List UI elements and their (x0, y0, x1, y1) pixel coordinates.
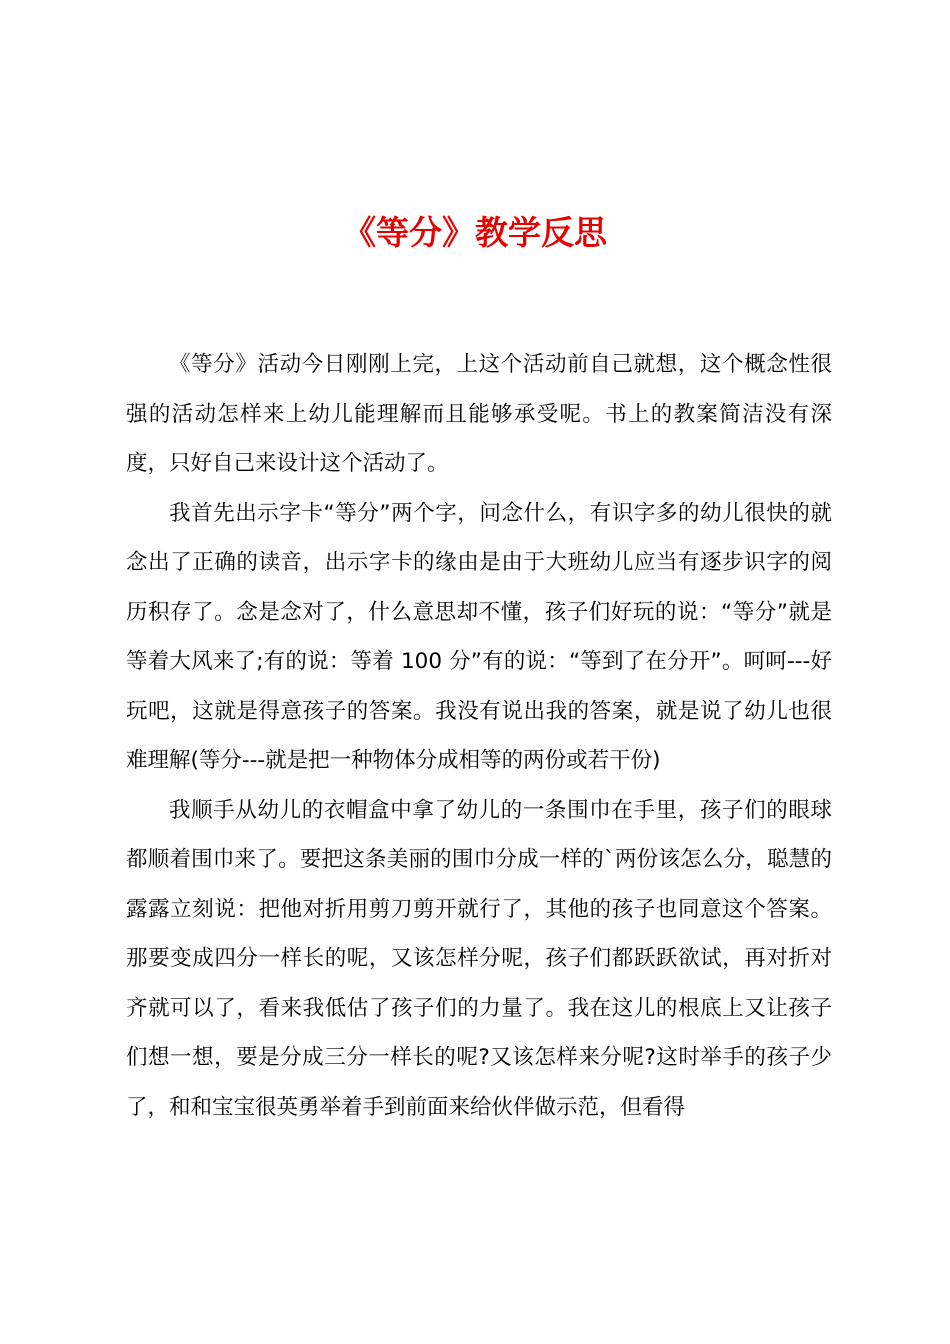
document-body (126, 340, 832, 1132)
paragraph-intro: 《等分》活动今日刚刚上完，上这个活动前自己就想，这个概念性很强的活动怎样来上幼儿能理解而且能够承受呢。书上的教案简洁没有深度，只好自己来设计这个活动了。 (126, 352, 832, 476)
paragraph-word-card: 我首先出示字卡“等分”两个字，问念什么，有识字多的幼儿很快的就念出了正确的读音，出示字卡的缘由是由于大班幼儿应当有逐步识字的阅历积存了。念是念对了，什么意思却不懂，孩子们好玩的说：“等分”就是等着大风来了;有的说：等着 100 分”有的说：“等到了在分开”。呵呵---好玩吧，这就是得意孩子的答案。我没有说出我的答案，就是说了幼儿也很难理解(等分---就是把一种物体分成相等的两份或若干份) (126, 500, 832, 773)
paragraph-scarf: 我顺手从幼儿的衣帽盒中拿了幼儿的一条围巾在手里，孩子们的眼球都顺着围巾来了。要把这条美丽的围巾分成一样的`两份该怎么分，聪慧的露露立刻说：把他对折用剪刀剪开就行了，其他的孩子也同意这个答案。那要变成四分一样长的呢，又该怎样分呢，孩子们都跃跃欲试，再对折对齐就可以了，看来我低估了孩子们的力量了。我在这儿的根底上又让孩子们想一想，要是分成三分一样长的呢?又该怎样来分呢?这时举手的孩子少了，和和宝宝很英勇举着手到前面来给伙伴做示范，但看得 (126, 797, 832, 1120)
document-title: 《等分》教学反思 (343, 213, 607, 252)
